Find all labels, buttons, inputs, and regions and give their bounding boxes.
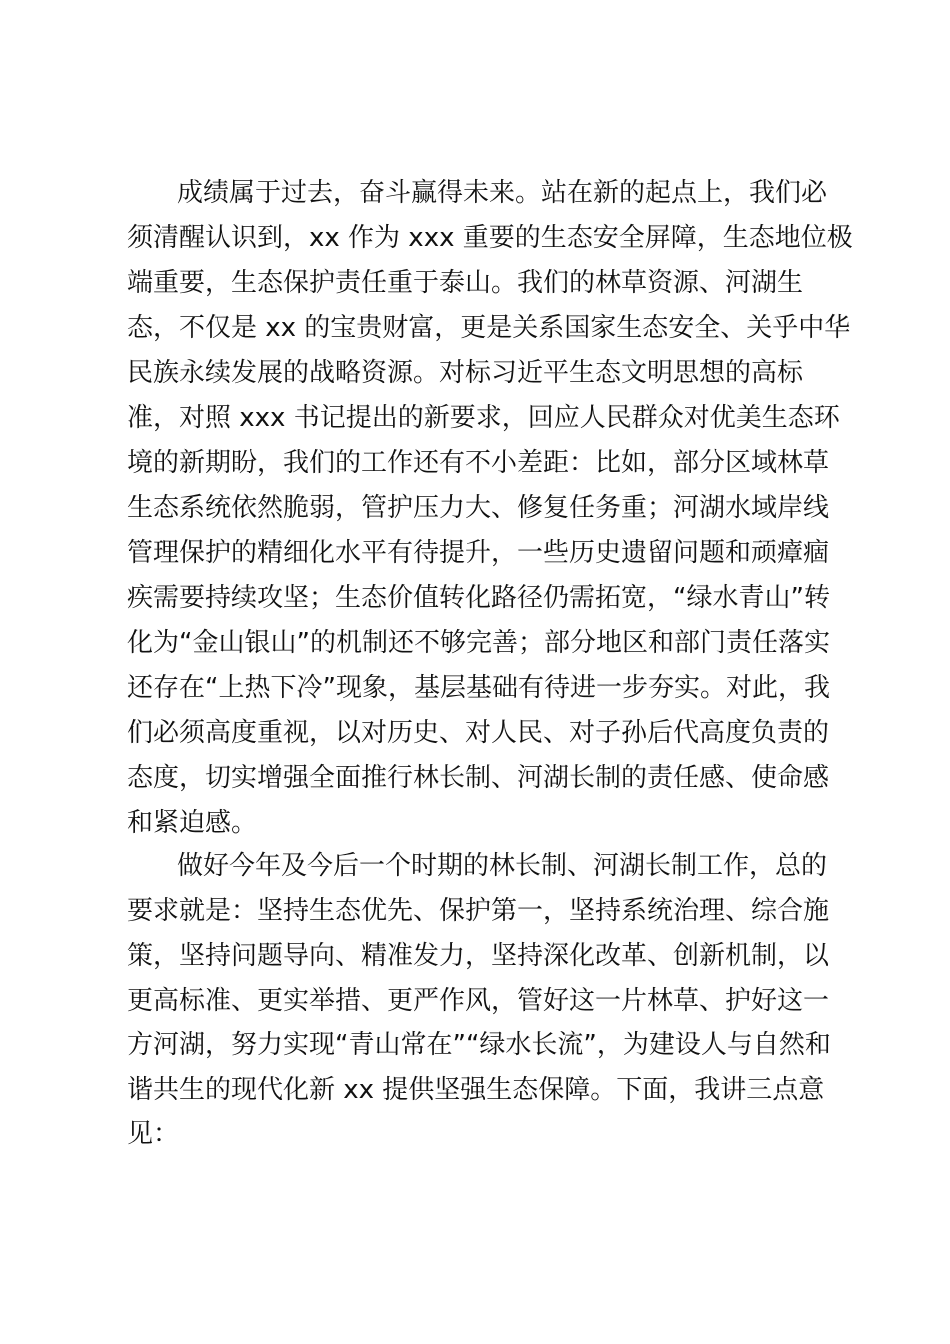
paragraph-1-line: 管理保护的精细化水平有待提升，一些历史遗留问题和顽瘴痼	[127, 538, 830, 568]
paragraph-1-line: 须清醒认识到，xx 作为 xxx 重要的生态安全屏障，生态地位极	[127, 223, 853, 253]
paragraph-1-line: 端重要，生态保护责任重于泰山。我们的林草资源、河湖生	[127, 268, 804, 298]
paragraph-2-line: 见：	[127, 1119, 180, 1149]
paragraph-2-line: 谐共生的现代化新 xx 提供坚强生态保障。下面，我讲三点意	[127, 1075, 825, 1105]
paragraph-2-line: 方河湖，努力实现“青山常在”“绿水长流”，为建设人与自然和	[127, 1030, 831, 1060]
paragraph-1-line: 还存在“上热下冷”现象，基层基础有待进一步夯实。对此，我	[127, 673, 830, 703]
paragraph-1-line: 成绩属于过去，奋斗赢得未来。站在新的起点上，我们必	[177, 178, 828, 208]
paragraph-1-line: 和紧迫感。	[127, 808, 258, 838]
paragraph-1-line: 境的新期盼，我们的工作还有不小差距：比如，部分区域林草	[127, 448, 830, 478]
paragraph-1-line: 民族永续发展的战略资源。对标习近平生态文明思想的高标	[127, 358, 804, 388]
paragraph-1-line: 态度，切实增强全面推行林长制、河湖长制的责任感、使命感	[127, 763, 830, 793]
paragraph-1-line: 生态系统依然脆弱，管护压力大、修复任务重；河湖水域岸线	[127, 493, 830, 523]
paragraph-1-line: 疾需要持续攻坚；生态价值转化路径仍需拓宽，“绿水青山”转	[127, 583, 830, 613]
paragraph-1-line: 态，不仅是 xx 的宝贵财富，更是关系国家生态安全、关乎中华	[127, 313, 851, 343]
paragraph-1-line: 准，对照 xxx 书记提出的新要求，回应人民群众对优美生态环	[127, 403, 840, 433]
paragraph-1-line: 们必须高度重视，以对历史、对人民、对子孙后代高度负责的	[127, 718, 830, 748]
paragraph-2-line: 做好今年及今后一个时期的林长制、河湖长制工作，总的	[177, 851, 828, 881]
paragraph-1-line: 化为“金山银山”的机制还不够完善；部分地区和部门责任落实	[127, 628, 830, 658]
paragraph-2-line: 要求就是：坚持生态优先、保护第一，坚持系统治理、综合施	[127, 896, 830, 926]
paragraph-2-line: 更高标准、更实举措、更严作风，管好这一片林草、护好这一	[127, 986, 830, 1016]
paragraph-2-line: 策，坚持问题导向、精准发力，坚持深化改革、创新机制，以	[127, 941, 830, 971]
